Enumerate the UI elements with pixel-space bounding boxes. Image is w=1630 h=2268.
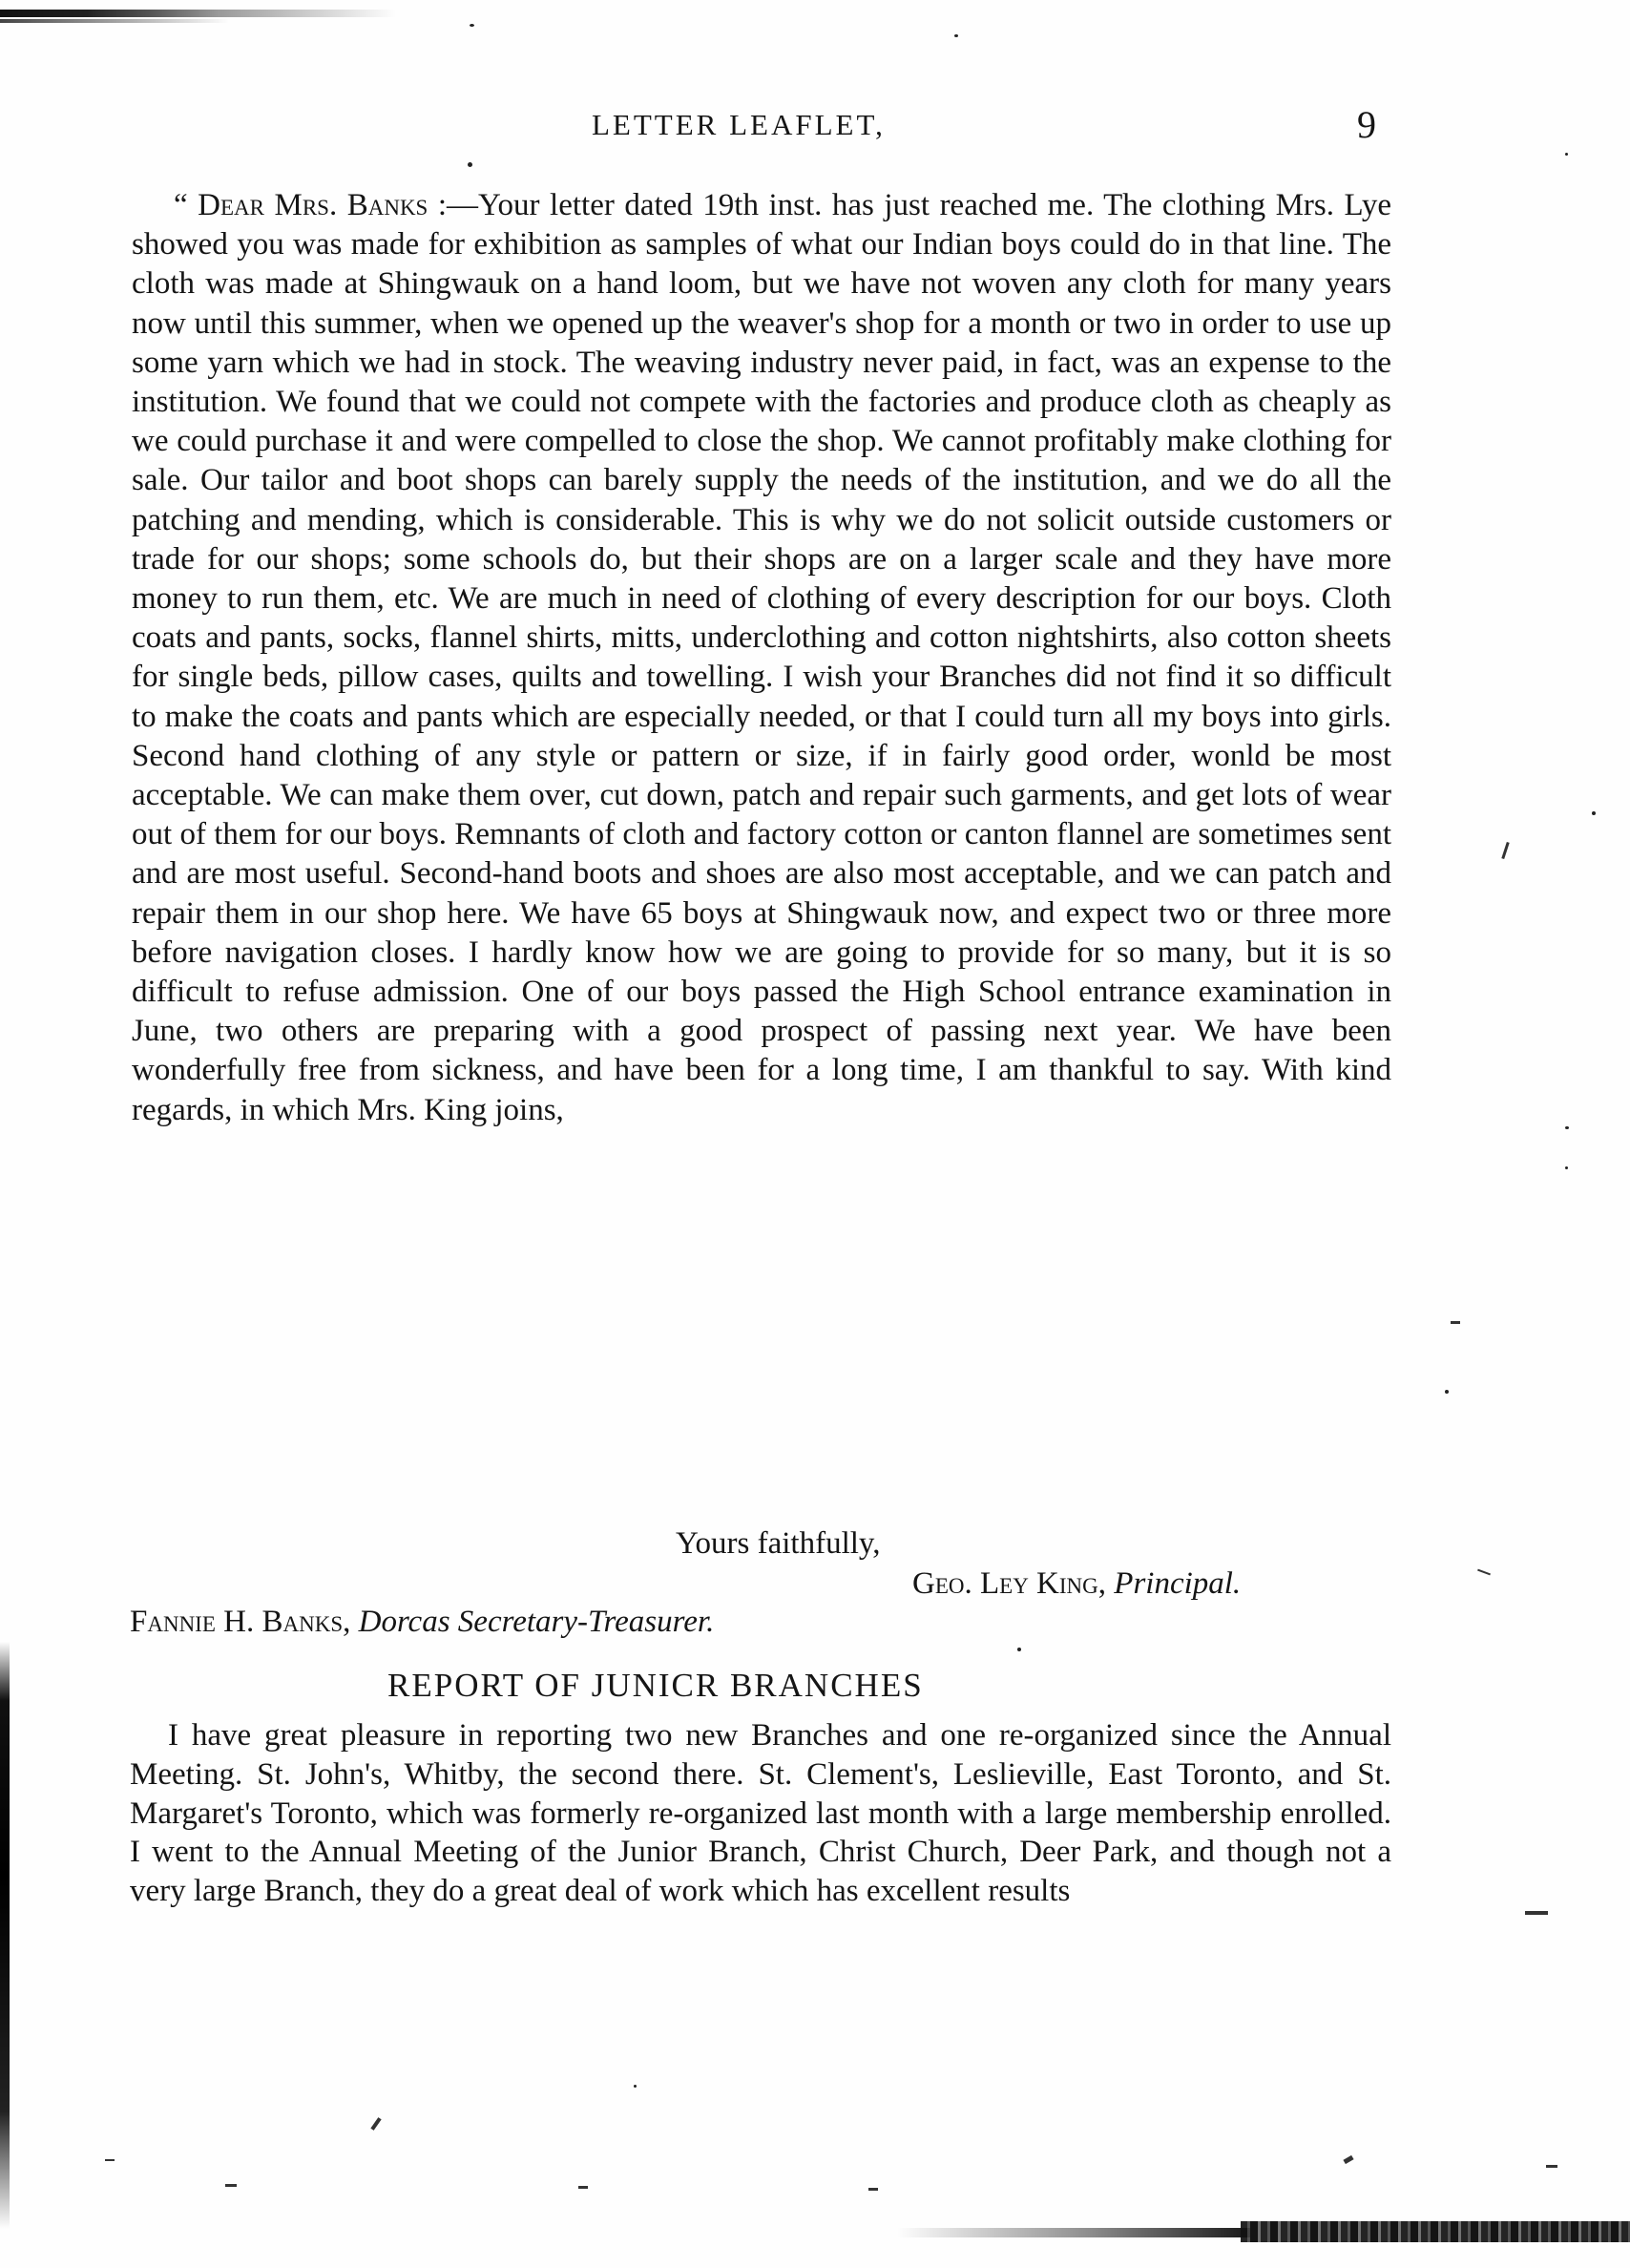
- section-heading: REPORT OF JUNICR BRANCHES: [387, 1667, 924, 1704]
- speck: [1501, 842, 1509, 859]
- letter-text: —Your letter dated 19th inst. has just reached me. The clothing Mrs. Lye showed you was made for exhibition as samples of what our Indian boys could do in that line. The cloth was made at Shingwauk on a hand loom, but we have not woven any cloth for many years now until this summer, when we opened up the weaver's shop for a month or two in order to use up some yarn which we had in stock. The weaving industry never paid, in fact, was an expense to the institution. We found that we could not compete with the factories and produce cloth as cheaply as we could purchase it and were compelled to close the shop. We cannot profitably make clothing for sale. Our tailor and boot shops can barely supply the needs of the institution, and we do all the patching and mending, which is considerable. This is why we do not solicit outside customers or trade for our shops; some schools do, but their shops are on a larger scale and they have more money to run them, etc. We are much in need of clothing of every description for our boys. Cloth coats and pants, socks, flannel shirts, mitts, underclothing and cotton nightshirts, also cotton sheets for single beds, pillow cases, quilts and towelling. I wish your Branches did not find it so difficult to make the coats and pants which are especially needed, or that I could turn all my boys into girls. Second hand clothing of any style or pattern or size, if in fairly good order, wonld be most acceptable. We can make them over, cut down, patch and repair such garments, and get lots of wear out of them for our boys. Remnants of cloth and factory cotton or canton flannel are sometimes sent and are most useful. Second-hand boots and shoes are also most acceptable, and we can patch and repair them in our shop here. We have 65 boys at Shingwauk now, and expect two or three more before navigation closes. I hardly know how we are going to provide for so many, but it is so difficult to refuse admission. One of our boys passed the High School entrance examination in June, two others are preparing with a good prospect of passing next year. We have been wonderfully free from sickness, and have been for a long time, I am thankful to say. With kind regards, in which Mrs. King joins,: [132, 188, 1391, 1127]
- speck: [468, 162, 472, 167]
- speck: [1565, 1126, 1569, 1129]
- scan-bottom-edge: [1241, 2221, 1630, 2242]
- speck: [1017, 1648, 1021, 1651]
- page-number: 9: [1357, 103, 1376, 146]
- secretary-line: [130, 1602, 714, 1642]
- speck: [1546, 2165, 1557, 2168]
- scan-bottom-shadow: [897, 2228, 1250, 2237]
- speck: [634, 2085, 637, 2088]
- secretary-name: Fannie H. Banks,: [130, 1605, 351, 1639]
- scan-smudge-top: [0, 10, 396, 17]
- letter-paragraph: [132, 186, 1391, 1130]
- signer-name: Geo. Ley King,: [912, 1566, 1107, 1601]
- running-head: LETTER LEAFLET,: [592, 108, 886, 141]
- secretary-title: Dorcas Secretary-Treasurer.: [358, 1605, 715, 1639]
- speck: [1592, 811, 1596, 815]
- salutation: “ Dear Mrs. Banks :: [174, 188, 448, 222]
- speck: [470, 24, 474, 27]
- speck: [105, 2159, 115, 2161]
- letter-signature: [912, 1564, 1241, 1604]
- report-paragraph: I have great pleasure in reporting two new Branches and one re-organized since the Annual Meeting. St. John's, Whitby, the second there. St. Clement's, Leslieville, East Toronto, and St. Margaret's Toronto, which was formerly re-organized last month with a large membership enrolled. I went to the Annual Meeting of the Junior Branch, Christ Church, Deer Park, and though not a very large Branch, they do a great deal of work which has excellent results: [130, 1718, 1391, 1909]
- speck: [225, 2184, 237, 2187]
- speck: [1525, 1911, 1548, 1915]
- speck: [868, 2188, 878, 2191]
- signer-title: Principal.: [1114, 1566, 1242, 1601]
- letter-closing: Yours faithfully,: [676, 1526, 881, 1561]
- scan-binding-shadow: [0, 1642, 10, 2229]
- speck: [578, 2186, 588, 2189]
- speck: [954, 34, 958, 37]
- speck: [1477, 1569, 1491, 1576]
- letter-body: [132, 186, 1391, 1130]
- speck: [370, 2117, 381, 2131]
- speck: [1343, 2155, 1353, 2164]
- scan-smudge-top-thin: [0, 19, 229, 23]
- speck: [1565, 1166, 1568, 1169]
- speck: [1445, 1390, 1449, 1394]
- report-body: [130, 1716, 1391, 1911]
- speck: [1451, 1321, 1460, 1324]
- speck: [1565, 153, 1568, 156]
